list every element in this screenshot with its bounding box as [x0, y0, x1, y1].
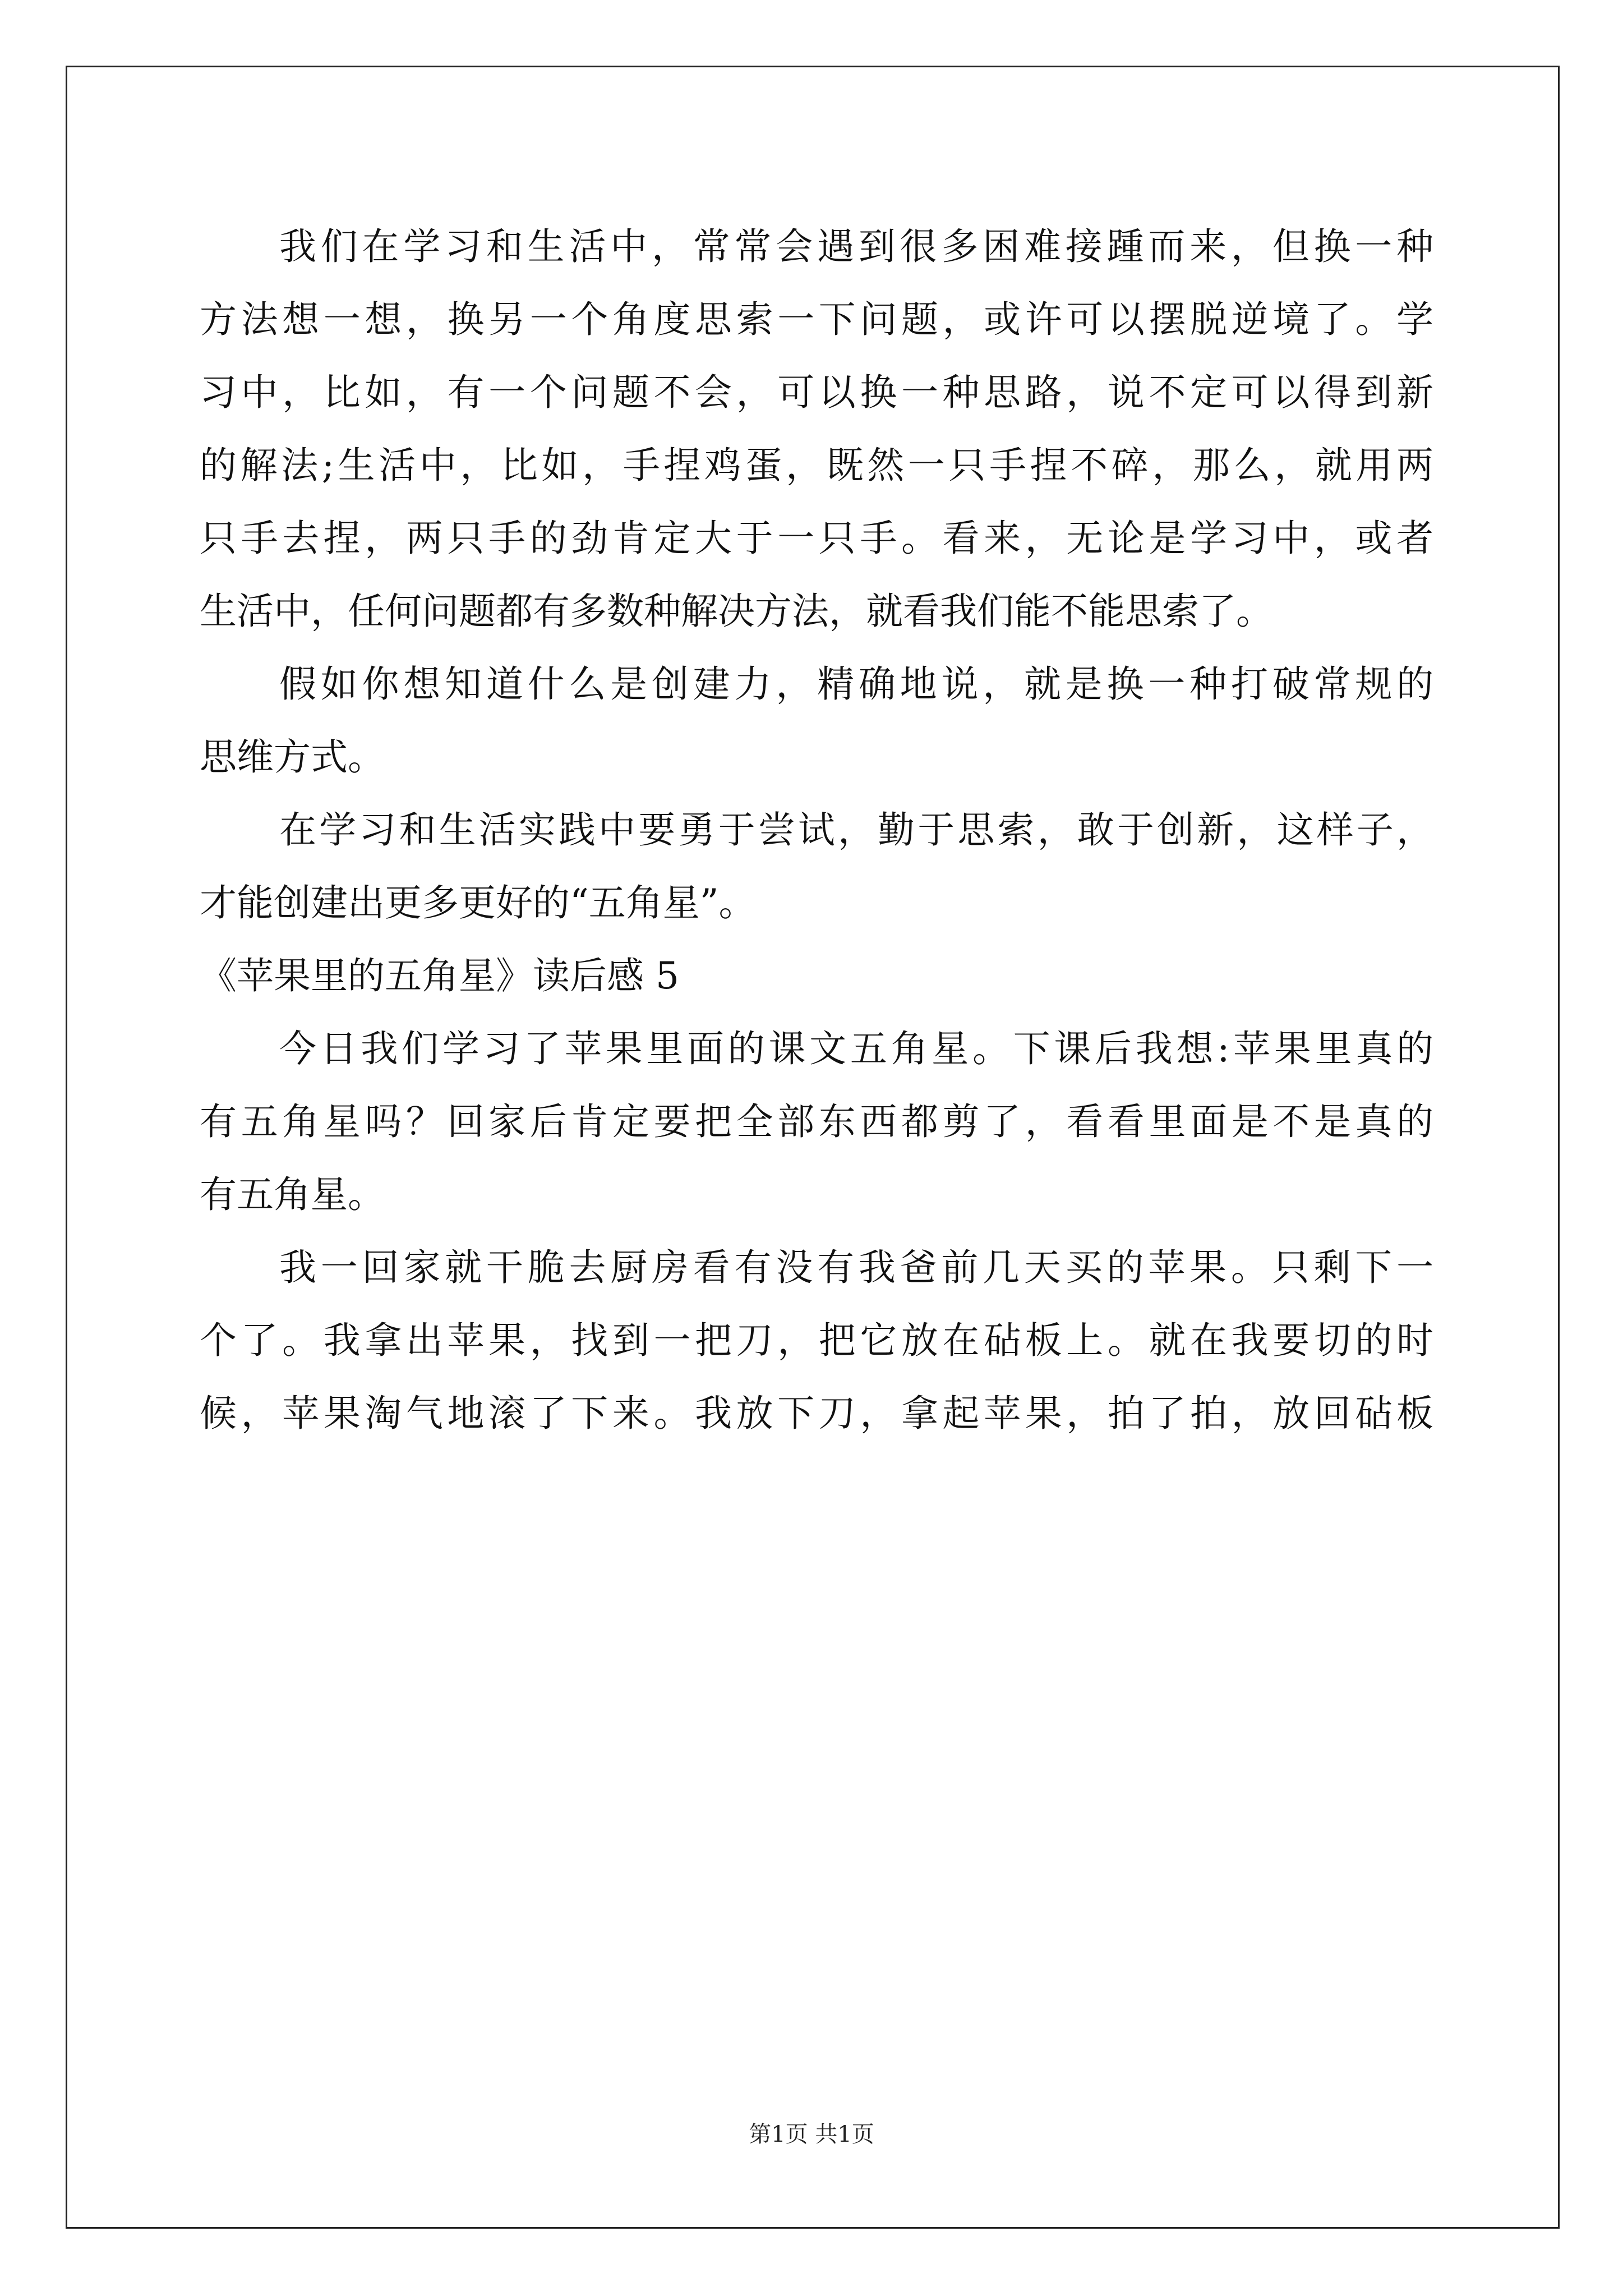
paragraph-1-line-2: 方法想一想，换另一个角度思索一下问题，或许可以摆脱逆境了。学: [200, 298, 1433, 341]
paragraph-1-line-4: 的解法;生活中，比如，手捏鸡蛋，既然一只手捏不碎，那么，就用两: [200, 444, 1433, 487]
section-heading: 《苹果里的五角星》读后感 5: [200, 954, 679, 997]
paragraph-1-line-5: 只手去捏，两只手的劲肯定大于一只手。看来，无论是学习中，或者: [200, 517, 1433, 560]
paragraph-2-line-2: 思维方式。: [200, 735, 385, 779]
paragraph-4-line-3: 有五角星。: [200, 1173, 385, 1216]
page-number-footer: 第1页 共1页: [749, 2122, 874, 2147]
paragraph-1-line-1: 我们在学习和生活中，常常会遇到很多困难接踵而来，但换一种: [279, 225, 1433, 268]
paragraph-1-line-6: 生活中，任何问题都有多数种解决方法，就看我们能不能思索了。: [200, 590, 1273, 633]
paragraph-5-line-1: 我一回家就干脆去厨房看有没有我爸前几天买的苹果。只剩下一: [279, 1246, 1433, 1289]
paragraph-5-line-2: 个了。我拿出苹果，找到一把刀，把它放在砧板上。就在我要切的时: [200, 1319, 1433, 1362]
paragraph-3-line-2: 才能创建出更多更好的“五角星”。: [200, 881, 756, 924]
paragraph-4-line-2: 有五角星吗？回家后肯定要把全部东西都剪了，看看里面是不是真的: [200, 1100, 1433, 1143]
paragraph-1-line-3: 习中，比如，有一个问题不会，可以换一种思路，说不定可以得到新: [200, 371, 1433, 414]
paragraph-3-line-1: 在学习和生活实践中要勇于尝试，勤于思索，敢于创新，这样子，: [279, 808, 1433, 852]
paragraph-5-line-3: 候，苹果淘气地滚了下来。我放下刀，拿起苹果，拍了拍，放回砧板: [200, 1392, 1433, 1435]
paragraph-2-line-1: 假如你想知道什么是创建力，精确地说，就是换一种打破常规的: [279, 662, 1433, 706]
paragraph-4-line-1: 今日我们学习了苹果里面的课文五角星。下课后我想:苹果里真的: [279, 1027, 1433, 1070]
